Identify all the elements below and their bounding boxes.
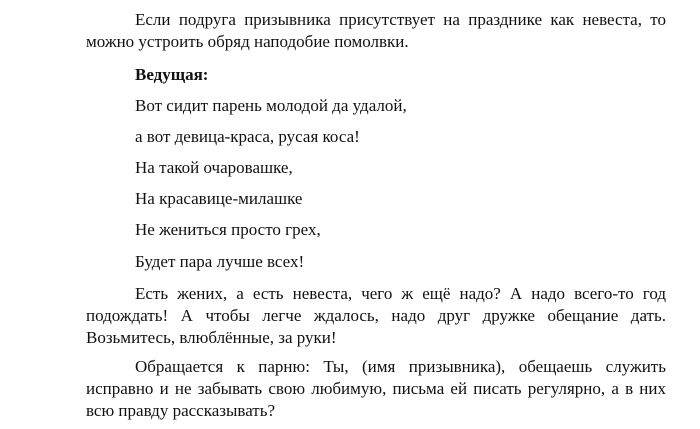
paragraph-groom-bride: Есть жених, а есть невеста, чего ж ещё надо? А надо всего-то год подождать! А чтобы легче ждалось, надо друг дружке обещание дать. Возьмитесь, влюблённые, за руки! xyxy=(86,284,666,347)
speaker-label: Ведущая: xyxy=(135,65,209,84)
verse-line-2: а вот девица-краса, русая коса! xyxy=(135,127,360,146)
intro-paragraph: Если подруга призывника присутствует на празднике как невеста, то можно устроить обряд наподобие помолвки. xyxy=(86,10,666,51)
verse-line-3: На такой очаровашке, xyxy=(135,158,293,177)
verse-line-4: На красавице-милашке xyxy=(135,189,303,208)
verse-line-6: Будет пара лучше всех! xyxy=(135,252,305,271)
paragraph-address-groom: Обращается к парню: Ты, (имя призывника), обещаешь служить исправно и не забывать свою любимую, письма ей писать регулярно, а в них всю правду рассказывать? xyxy=(86,357,666,420)
verse-line-1: Вот сидит парень молодой да удалой, xyxy=(135,96,407,115)
verse-line-5: Не жениться просто грех, xyxy=(135,220,321,239)
